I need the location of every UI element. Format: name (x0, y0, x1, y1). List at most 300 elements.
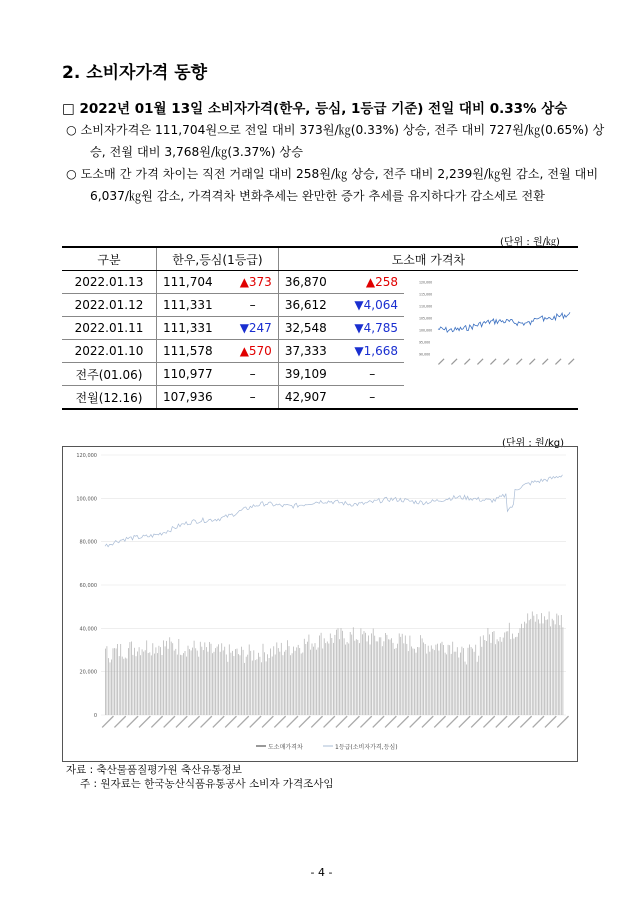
cell-date: 2022.01.12 (62, 294, 157, 317)
gap-bar (350, 632, 351, 715)
gap-bar (526, 623, 527, 715)
x-tick-mark (163, 716, 175, 728)
x-tick-mark (508, 716, 520, 728)
gap-bar (269, 658, 270, 715)
gap-bar (460, 653, 461, 715)
gap-bar (195, 648, 196, 715)
gap-bar (284, 652, 285, 715)
gap-bar (186, 657, 187, 715)
gap-bar (305, 644, 306, 715)
gap-bar (556, 614, 557, 715)
cell-pchg: – (227, 363, 278, 386)
gap-bar (469, 645, 470, 716)
gap-bar (119, 656, 120, 715)
gap-bar (295, 651, 296, 715)
cell-pchg: ▲570 (227, 340, 278, 363)
gap-bar (123, 659, 124, 715)
cell-gchg: – (341, 386, 404, 410)
gap-bar (446, 654, 447, 715)
gap-bar (431, 645, 432, 715)
gap-bar (475, 645, 476, 715)
gap-bar (324, 638, 325, 715)
gap-bar (553, 620, 554, 715)
gap-bar (512, 634, 513, 715)
gap-bar (549, 612, 550, 716)
gap-bar (365, 633, 366, 715)
gap-bar (240, 655, 241, 715)
x-tick-mark (495, 716, 507, 728)
gap-bar (182, 655, 183, 715)
gap-bar (465, 662, 466, 715)
x-tick-mark (397, 716, 409, 728)
cell-gchg: – (341, 363, 404, 386)
cell-date: 전월(12.16) (62, 386, 157, 410)
x-tick-mark (557, 716, 569, 728)
gap-bar (149, 652, 150, 715)
x-tick-mark (151, 716, 163, 728)
x-tick-mark (126, 716, 138, 728)
gap-bar (168, 649, 169, 715)
x-tick-mark (286, 716, 298, 728)
unit-label-chart: (단위 : 원/kg) (502, 438, 565, 449)
cell-pchg: ▼247 (227, 317, 278, 340)
gap-bar (535, 622, 536, 715)
gap-bar (385, 633, 386, 715)
gap-bar (345, 645, 346, 715)
gap-bar (481, 647, 482, 715)
gap-bar (468, 648, 469, 715)
gap-bar (218, 644, 219, 715)
gap-bar (559, 625, 560, 715)
gap-bar (318, 648, 319, 716)
gap-bar (413, 649, 414, 716)
page-number: - 4 - (310, 866, 333, 879)
gap-bar (131, 642, 132, 716)
gap-bar (180, 655, 181, 715)
x-tick-mark (323, 716, 335, 728)
gap-bar (264, 652, 265, 715)
gap-bar (524, 622, 525, 715)
gap-bar (541, 613, 542, 715)
gap-bar (189, 649, 190, 715)
x-tick-mark (532, 716, 544, 728)
gap-bar (423, 643, 424, 716)
gap-bar (174, 651, 175, 715)
gap-bar (406, 644, 407, 715)
x-tick-mark (175, 716, 187, 728)
gap-bar (439, 651, 440, 715)
gap-bar (348, 644, 349, 716)
gap-bar (304, 639, 305, 715)
gap-bar (374, 636, 375, 715)
gap-bar (489, 634, 490, 715)
gap-bar (547, 619, 548, 715)
gap-bar (252, 661, 253, 715)
y-tick-label: 60,000 (79, 583, 97, 589)
gap-bar (550, 626, 551, 715)
gap-bar (130, 642, 131, 715)
cell-gchg: ▼4,785 (341, 317, 404, 340)
cell-pchg: – (227, 294, 278, 317)
gap-bar (192, 648, 193, 715)
gap-bar (200, 642, 201, 715)
gap-bar (471, 647, 472, 715)
gap-bar (126, 659, 127, 716)
gap-bar (462, 647, 463, 715)
cell-pchg: ▲373 (227, 271, 278, 294)
gap-bar (309, 635, 310, 715)
x-tick-mark (225, 716, 237, 728)
gap-bar (420, 635, 421, 715)
gap-bar (452, 642, 453, 715)
gap-bar (428, 646, 429, 715)
gap-bar (408, 651, 409, 715)
gap-bar (503, 638, 504, 715)
gap-bar (172, 643, 173, 715)
price-trend-chart (62, 446, 578, 762)
gap-bar (263, 644, 264, 715)
cell-price: 111,704 (157, 271, 228, 294)
gap-bar (371, 633, 372, 715)
gap-bar (136, 656, 137, 715)
gap-bar (509, 623, 510, 715)
gap-bar (391, 638, 392, 715)
x-tick-mark (298, 716, 310, 728)
gap-bar (235, 649, 236, 715)
gap-bar (315, 643, 316, 715)
gap-bar (243, 650, 244, 715)
gap-bar (463, 648, 464, 715)
gap-bar (261, 662, 262, 715)
cell-gchg: ▼1,668 (341, 340, 404, 363)
col-header-category: 구분 (62, 247, 157, 271)
gap-bar (120, 644, 121, 715)
gap-bar (341, 628, 342, 715)
small-y-tick: 90,000 (419, 352, 431, 357)
gap-bar (466, 665, 467, 716)
gap-bar (246, 657, 247, 715)
gap-bar (313, 647, 314, 715)
gap-bar (491, 643, 492, 715)
gap-bar (183, 653, 184, 715)
x-tick-mark (114, 716, 126, 728)
x-tick-mark (102, 716, 114, 728)
headline: □ 2022년 01월 13일 소비자가격(한우, 등심, 1등급 기준) 전일 대비 0.33% 상승 (62, 101, 568, 117)
gap-bar (492, 632, 493, 715)
y-tick-label: 40,000 (79, 626, 97, 633)
gap-bar (316, 650, 317, 715)
gap-bar (336, 630, 337, 715)
gap-bar (394, 649, 395, 715)
gap-bar (390, 640, 391, 715)
gap-bar (515, 637, 516, 715)
col-header-hanwoo: 한우,등심(1등급) (157, 247, 279, 271)
gap-bar (128, 648, 129, 715)
gap-bar (354, 641, 355, 715)
gap-bar (171, 642, 172, 715)
gap-bar (393, 643, 394, 715)
gap-bar (302, 653, 303, 716)
gap-bar (373, 629, 374, 715)
gap-bar (411, 647, 412, 716)
gap-bar (347, 642, 348, 715)
y-tick-label: 20,000 (79, 669, 97, 676)
gap-bar (338, 628, 339, 715)
gap-bar (458, 658, 459, 716)
cell-date: 2022.01.11 (62, 317, 157, 340)
gap-bar (105, 649, 106, 715)
gap-bar (364, 631, 365, 715)
x-tick-mark (311, 716, 323, 728)
legend-gap: 도소매가격차 (268, 744, 303, 751)
gap-bar (488, 628, 489, 715)
cell-gchg: ▼4,064 (341, 294, 404, 317)
gap-bar (215, 648, 216, 715)
y-tick-label: 0 (93, 713, 97, 719)
gap-bar (299, 648, 300, 715)
gap-bar (361, 628, 362, 715)
gap-bar (521, 624, 522, 715)
gap-bar (208, 652, 209, 715)
small-y-tick: 110,000 (419, 304, 433, 309)
gap-bar (146, 640, 147, 715)
small-y-tick: 95,000 (419, 340, 431, 345)
gap-bar (142, 649, 143, 715)
gap-bar (495, 644, 496, 715)
gap-bar (530, 619, 531, 715)
gap-bar (477, 662, 478, 715)
x-tick-mark (139, 716, 151, 728)
gap-bar (255, 660, 256, 715)
gap-bar (388, 639, 389, 715)
gap-bar (543, 623, 544, 715)
gap-bar (194, 641, 195, 715)
gap-bar (220, 652, 221, 715)
gap-bar (399, 633, 400, 715)
gap-bar (133, 655, 134, 715)
gap-bar (272, 657, 273, 716)
x-tick-mark (249, 716, 261, 728)
cell-price: 111,331 (157, 317, 228, 340)
gap-bar (156, 647, 157, 715)
gap-bar (238, 654, 239, 715)
x-tick-mark (212, 716, 224, 728)
gap-bar (454, 652, 455, 715)
x-tick-mark (544, 716, 556, 728)
gap-bar (175, 649, 176, 715)
small-y-tick: 120,000 (419, 280, 433, 285)
section-title: 2. 소비자가격 동향 (62, 63, 208, 83)
gap-bar (232, 651, 233, 715)
small-x-tick (503, 358, 510, 365)
gap-bar (325, 643, 326, 715)
gap-bar (162, 655, 163, 715)
gap-bar (139, 647, 140, 715)
small-x-tick (555, 358, 562, 365)
gap-bar (287, 640, 288, 715)
gap-bar (353, 627, 354, 715)
gap-bar (448, 645, 449, 715)
cell-gap: 39,109 (278, 363, 340, 386)
gap-bar (275, 655, 276, 716)
x-tick-mark (200, 716, 212, 728)
small-trend-chart (416, 268, 576, 398)
gap-bar (410, 636, 411, 715)
gap-bar (154, 654, 155, 715)
gap-bar (296, 647, 297, 715)
x-tick-mark (372, 716, 384, 728)
gap-bar (436, 645, 437, 715)
x-tick-mark (520, 716, 532, 728)
small-y-tick: 105,000 (419, 316, 433, 321)
gap-bar (434, 650, 435, 715)
gap-bar (198, 657, 199, 715)
gap-bar (221, 643, 222, 715)
gap-bar (451, 654, 452, 715)
gap-bar (110, 662, 111, 715)
gap-bar (310, 650, 311, 715)
gap-bar (533, 616, 534, 715)
gap-bar (191, 651, 192, 716)
gap-bar (322, 649, 323, 716)
gap-bar (403, 643, 404, 715)
x-tick-mark (471, 716, 483, 728)
gap-bar (212, 653, 213, 715)
x-tick-mark (274, 716, 286, 728)
cell-price: 110,977 (157, 363, 228, 386)
gap-bar (290, 655, 291, 715)
gap-bar (497, 639, 498, 715)
gap-bar (558, 615, 559, 715)
gap-bar (237, 649, 238, 715)
gap-bar (301, 654, 302, 716)
legend-consumer-price: 1등급(소비자가격,등심) (335, 744, 398, 751)
gap-bar (145, 650, 146, 715)
gap-bar (209, 642, 210, 715)
gap-bar (152, 643, 153, 715)
x-tick-mark (262, 716, 274, 728)
gap-bar (165, 646, 166, 715)
x-tick-mark (188, 716, 200, 728)
x-tick-mark (421, 716, 433, 728)
gap-bar (201, 647, 202, 715)
small-x-tick (477, 358, 484, 365)
gap-bar (140, 655, 141, 715)
cell-price: 111,331 (157, 294, 228, 317)
x-tick-mark (360, 716, 372, 728)
gap-bar (143, 652, 144, 715)
bullet-price-gap: ○ 도소매 간 가격 차이는 직전 거래일 대비 258원/㎏ 상승, 전주 대비 2,239원/㎏원 감소, 전월 대비 6,037/㎏원 감소, 가격격차 변화추세는 완만한 증가 추세를 유지하다가 감소세로 전환 (66, 167, 599, 203)
gap-bar (197, 651, 198, 715)
gap-bar (204, 642, 205, 715)
gap-bar (312, 644, 313, 716)
gap-bar (241, 647, 242, 715)
gap-bar (540, 624, 541, 716)
gap-bar (339, 639, 340, 715)
small-x-tick (568, 358, 575, 365)
gap-bar (546, 620, 547, 715)
gap-bar (279, 652, 280, 715)
gap-bar (134, 648, 135, 715)
gap-bar (507, 631, 508, 715)
gap-bar (478, 656, 479, 715)
y-tick-label: 100,000 (76, 496, 97, 503)
small-x-tick (451, 358, 458, 365)
cell-gchg: ▲258 (341, 271, 404, 294)
gap-bar (293, 647, 294, 715)
gap-bar (429, 652, 430, 715)
gap-bar (328, 644, 329, 716)
small-x-tick (516, 358, 523, 365)
cell-price: 111,578 (157, 340, 228, 363)
data-note: 주 : 원자료는 한국농산식품유통공사 소비자 가격조사임 (80, 778, 334, 790)
gap-bar (113, 648, 114, 715)
gap-bar (125, 658, 126, 715)
gap-bar (527, 613, 528, 715)
gap-bar (227, 662, 228, 715)
x-tick-mark (409, 716, 421, 728)
cell-gap: 36,612 (278, 294, 340, 317)
gap-bar (234, 656, 235, 715)
cell-pchg: – (227, 386, 278, 410)
gap-bar (532, 612, 533, 716)
gap-bar (357, 640, 358, 715)
small-x-tick (438, 358, 445, 365)
gap-bar (214, 652, 215, 715)
gap-bar (163, 640, 164, 715)
y-tick-label: 80,000 (79, 539, 97, 546)
gap-bar (114, 648, 115, 715)
gap-bar (281, 643, 282, 715)
chart-legend (256, 743, 398, 751)
gap-bar (298, 645, 299, 715)
gap-bar (267, 654, 268, 715)
gap-bar (307, 642, 308, 715)
gap-bar (188, 646, 189, 715)
cell-date: 2022.01.10 (62, 340, 157, 363)
gap-bar (247, 655, 248, 715)
gap-bar (117, 644, 118, 715)
gap-bar (368, 636, 369, 716)
cell-gap: 32,548 (278, 317, 340, 340)
gap-bar (177, 655, 178, 715)
gap-bar (116, 649, 117, 716)
gap-bar (426, 654, 427, 715)
x-tick-mark (335, 716, 347, 728)
gap-bar (537, 614, 538, 715)
gap-bar (359, 643, 360, 715)
x-tick-mark (237, 716, 249, 728)
gap-bar (432, 649, 433, 715)
gap-bar (151, 655, 152, 715)
x-tick-mark (348, 716, 360, 728)
x-tick-mark (446, 716, 458, 728)
gap-bar (414, 649, 415, 715)
gap-bar (506, 632, 507, 716)
gap-bar (362, 634, 363, 715)
gap-bar (356, 639, 357, 715)
cell-date: 2022.01.13 (62, 271, 157, 294)
small-x-tick (542, 358, 549, 365)
gap-bar (501, 642, 502, 715)
gap-bar (442, 642, 443, 715)
gap-bar (397, 644, 398, 715)
gap-bar (148, 653, 149, 715)
gap-bar (224, 647, 225, 715)
unit-label-table: (단위 : 원/㎏) (500, 237, 560, 248)
gap-bar (402, 634, 403, 715)
small-x-tick (464, 358, 471, 365)
